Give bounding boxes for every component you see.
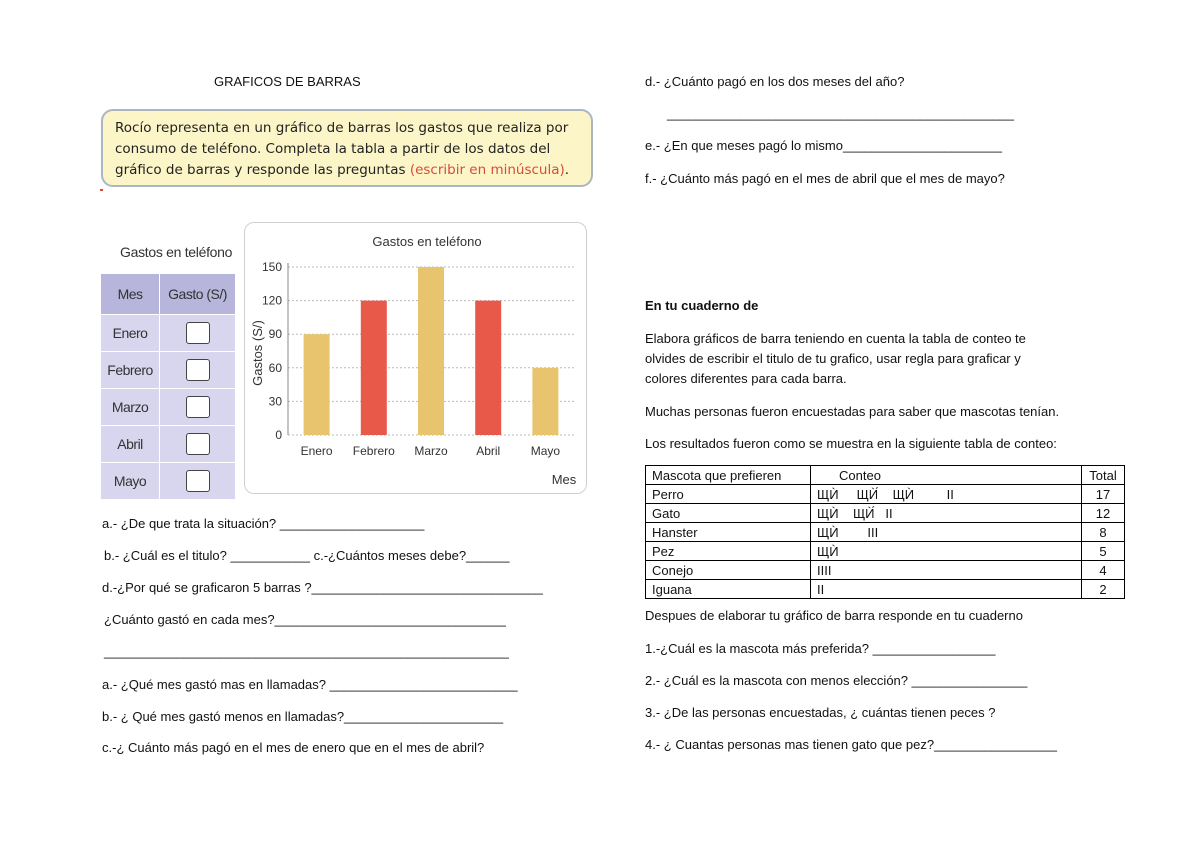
chart-y-tick-label: 60 xyxy=(268,360,282,375)
table-month: Marzo xyxy=(101,389,160,426)
paragraph-line: colores diferentes para cada barra. xyxy=(645,371,847,386)
tally-header: Total xyxy=(1082,466,1125,485)
question-line: 3.- ¿De las personas encuestadas, ¿ cuántas tienen peces ? xyxy=(645,705,996,720)
question-line: 4.- ¿ Cuantas personas mas tienen gato que pez?_________________ xyxy=(645,737,1057,752)
tally-total: 12 xyxy=(1082,504,1125,523)
question-line: d.- ¿Cuánto pagó en los dos meses del año? xyxy=(645,74,905,89)
chart-x-tick-label: Mayo xyxy=(530,444,561,458)
tally-pet: Hanster xyxy=(646,523,811,542)
instructions-box xyxy=(101,109,593,187)
table-header-gasto: Gasto (S/) xyxy=(160,274,236,315)
table-month: Abril xyxy=(101,426,160,463)
tally-header: Mascota que prefieren xyxy=(646,466,811,485)
tally-total: 2 xyxy=(1082,580,1125,599)
answer-box[interactable] xyxy=(186,396,210,418)
tally-total: 5 xyxy=(1082,542,1125,561)
tally-total: 8 xyxy=(1082,523,1125,542)
question-line: 2.- ¿Cuál es la mascota con menos elección? ________________ xyxy=(645,673,1028,688)
chart-bar xyxy=(361,301,387,435)
chart-x-tick-label: Enero xyxy=(300,444,333,458)
page-title: GRAFICOS DE BARRAS xyxy=(214,74,361,89)
tally-pet: Pez xyxy=(646,542,811,561)
instructions-text: Rocío representa en un gráfico de barras los gastos que realiza por consumo de teléfono. Completa la tabla a partir de los datos del gráfico de barras y responde las preguntas xyxy=(115,120,569,178)
answer-line: ________________________________________________ xyxy=(667,106,1015,121)
table-month: Febrero xyxy=(101,352,160,389)
chart-bar xyxy=(532,368,558,435)
table-title: Gastos en teléfono xyxy=(120,244,233,260)
chart-x-axis-label: Mes xyxy=(551,472,577,487)
question-line: e.- ¿En que meses pagó lo mismo______________________ xyxy=(645,138,1003,153)
answer-line: ________________________________________________________ xyxy=(104,644,509,659)
tally-marks: II xyxy=(811,580,1082,599)
chart-bar xyxy=(304,334,330,435)
paragraph-line: olvides de escribir el titulo de tu grafico, usar regla para graficar y xyxy=(645,351,1021,366)
table-month: Mayo xyxy=(101,463,160,500)
question-line: ¿Cuánto gastó en cada mes?________________________________ xyxy=(104,612,506,627)
tally-table xyxy=(645,465,1125,599)
tally-marks: ЩЍ ЩЍ́ ЩЍ II xyxy=(811,485,1082,504)
chart-title: Gastos en teléfono xyxy=(372,234,482,249)
tally-marks: ЩЍ xyxy=(811,542,1082,561)
answer-box[interactable] xyxy=(186,359,210,381)
tally-pet: Iguana xyxy=(646,580,811,599)
question-line: c.-¿ Cuánto más pagó en el mes de enero que en el mes de abril? xyxy=(102,740,485,755)
paragraph-line: Muchas personas fueron encuestadas para saber que mascotas tenían. xyxy=(645,404,1060,419)
tally-total: 4 xyxy=(1082,561,1125,580)
question-line: 1.-¿Cuál es la mascota más preferida? _________________ xyxy=(645,641,996,656)
chart-x-tick-label: Febrero xyxy=(352,444,395,458)
chart-y-tick-label: 30 xyxy=(268,394,282,409)
gastos-table xyxy=(100,273,236,500)
chart-y-tick-label: 120 xyxy=(261,293,282,308)
instructions-highlight: (escribir en minúscula) xyxy=(409,162,565,178)
chart-x-tick-label: Marzo xyxy=(414,444,448,458)
table-month: Enero xyxy=(101,315,160,352)
tally-pet: Conejo xyxy=(646,561,811,580)
table-header-mes: Mes xyxy=(101,274,160,315)
tally-pet: Perro xyxy=(646,485,811,504)
question-line: b.- ¿ Qué mes gastó menos en llamadas?______________________ xyxy=(102,709,504,724)
tally-marks: ЩЍ III xyxy=(811,523,1082,542)
tally-header: Conteo xyxy=(811,466,1082,485)
question-line: a.- ¿Qué mes gastó mas en llamadas? __________________________ xyxy=(102,677,518,692)
bar-chart xyxy=(244,222,587,494)
chart-bar xyxy=(418,267,444,435)
tally-total: 17 xyxy=(1082,485,1125,504)
question-line: d.-¿Por qué se graficaron 5 barras ?________________________________ xyxy=(102,580,543,595)
tally-pet: Gato xyxy=(646,504,811,523)
section-title: En tu cuaderno de xyxy=(645,298,759,313)
red-dot xyxy=(100,189,103,191)
question-line: b.- ¿Cuál es el titulo? ___________ c.-¿Cuántos meses debe?______ xyxy=(104,548,510,563)
question-line: a.- ¿De que trata la situación? ____________________ xyxy=(102,516,425,531)
chart-y-tick-label: 0 xyxy=(275,428,282,442)
paragraph-line: Despues de elaborar tu gráfico de barra responde en tu cuaderno xyxy=(645,608,1023,623)
chart-x-tick-label: Abril xyxy=(476,444,501,458)
tally-marks: IIII xyxy=(811,561,1082,580)
answer-box[interactable] xyxy=(186,433,210,455)
question-line: f.- ¿Cuánto más pagó en el mes de abril que el mes de mayo? xyxy=(645,171,1005,186)
paragraph-line: Elabora gráficos de barra teniendo en cuenta la tabla de conteo te xyxy=(645,331,1026,346)
answer-box[interactable] xyxy=(186,470,210,492)
paragraph-line: Los resultados fueron como se muestra en la siguiente tabla de conteo: xyxy=(645,436,1057,451)
chart-y-tick-label: 150 xyxy=(261,260,282,274)
answer-box[interactable] xyxy=(186,322,210,344)
chart-bar xyxy=(475,301,501,435)
tally-marks: ЩЍ ЩЍ́ II xyxy=(811,504,1082,523)
instructions-end: . xyxy=(564,162,570,178)
chart-y-tick-label: 90 xyxy=(268,327,282,342)
chart-y-axis-label: Gastos (S/) xyxy=(250,320,265,386)
